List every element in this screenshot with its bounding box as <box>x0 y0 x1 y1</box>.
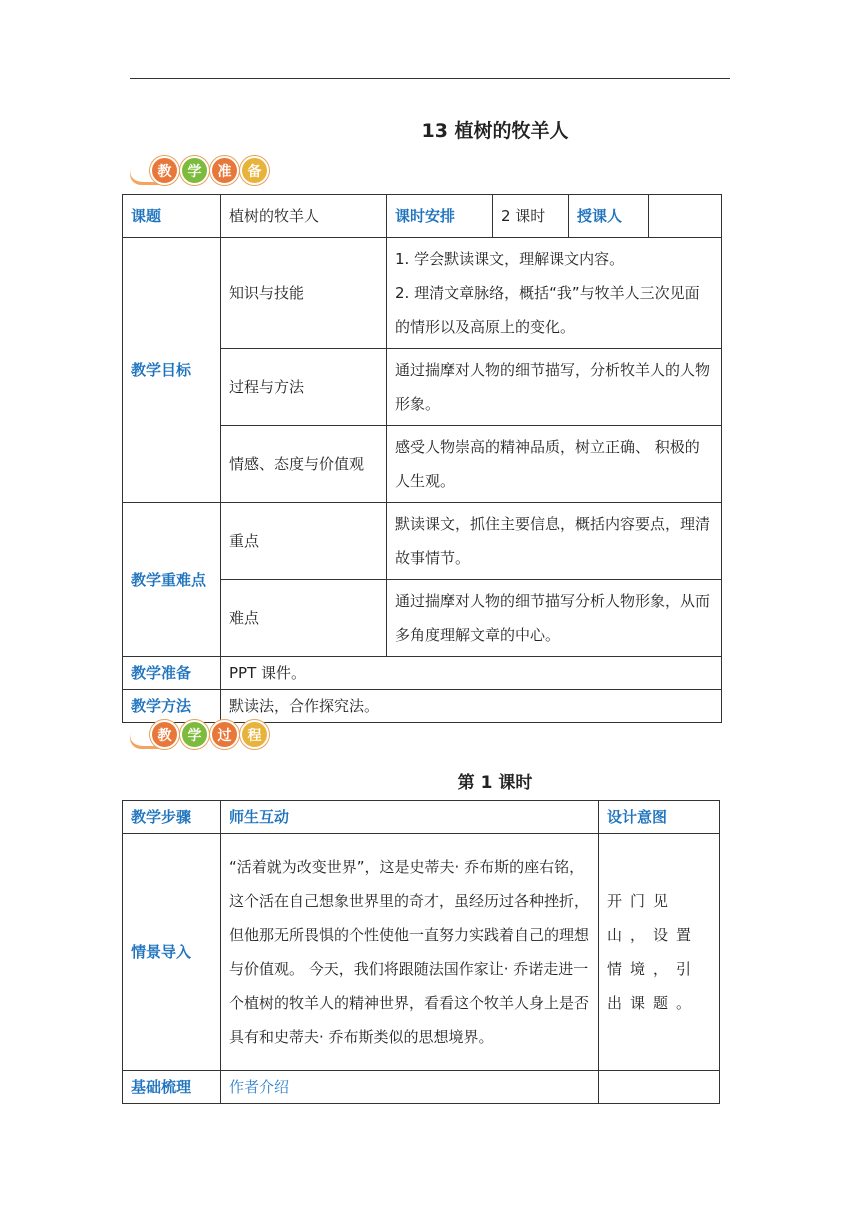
method-label: 教学方法 <box>123 690 221 723</box>
header-intent: 设计意图 <box>599 801 720 834</box>
prep-table <box>122 194 722 723</box>
badge-char: 程 <box>240 720 269 749</box>
lesson-title: 第 1 课时 <box>457 773 533 793</box>
anpai-label: 课时安排 <box>387 195 493 238</box>
method-value: 默读法，合作探究法。 <box>221 690 722 723</box>
keypoint-name: 重点 <box>221 503 387 580</box>
keypoint-text: 默读课文，抓住主要信息，概括内容要点，理清故事情节。 <box>387 503 722 580</box>
interaction-text: “活着就为改变世界”，这是史蒂夫· 乔布斯的座右铭，这个活在自己想象世界里的奇才，虽经历过各种挫折，但他那无所畏惧的个性使他一直努力实践着自己的理想与价值观。 今天，我们将跟随法国作家让· 乔诺走进一个植树的牧羊人的精神世界，看看这个牧羊人身上是否具有和史蒂夫· 乔布斯类似的思想境界。 <box>221 834 599 1071</box>
badge-char: 过 <box>210 720 239 749</box>
page-title: 13 植树的牧羊人 <box>421 120 569 142</box>
step-name: 情景导入 <box>123 834 221 1071</box>
badge-char: 学 <box>180 720 209 749</box>
keti-label: 课题 <box>123 195 221 238</box>
header-rule <box>130 78 730 79</box>
section-badge-prep <box>128 152 262 186</box>
badge-char: 备 <box>240 156 269 185</box>
badge-char: 准 <box>210 156 239 185</box>
goal-content <box>387 238 722 349</box>
goal-name: 知识与技能 <box>221 238 387 349</box>
goal-name: 过程与方法 <box>221 349 387 426</box>
badge-char: 学 <box>180 156 209 185</box>
section-badge-process <box>128 716 262 750</box>
step-name: 基础梳理 <box>123 1071 221 1104</box>
goal-line: 2. 理清文章脉络，概括“我”与牧羊人三次见面的情形以及高原上的变化。 <box>395 284 700 336</box>
teacher-value <box>649 195 722 238</box>
process-table <box>122 800 720 1104</box>
keypoint-name: 难点 <box>221 580 387 657</box>
header-interaction: 师生互动 <box>221 801 599 834</box>
keti-value: 植树的牧羊人 <box>221 195 387 238</box>
keypoint-text: 通过揣摩对人物的细节描写分析人物形象，从而多角度理解文章的中心。 <box>387 580 722 657</box>
interaction-text: 作者介绍 <box>221 1071 599 1104</box>
prep-label: 教学准备 <box>123 657 221 690</box>
intent-text <box>599 1071 720 1104</box>
prep-value: PPT 课件。 <box>221 657 722 690</box>
goal-content: 通过揣摩对人物的细节描写，分析牧羊人的人物形象。 <box>387 349 722 426</box>
goal-name: 情感、态度与价值观 <box>221 426 387 503</box>
teacher-label: 授课人 <box>569 195 649 238</box>
keypoints-label: 教学重难点 <box>123 503 221 657</box>
goals-label: 教学目标 <box>123 238 221 503</box>
header-step: 教学步骤 <box>123 801 221 834</box>
anpai-value: 2 课时 <box>493 195 569 238</box>
goal-content: 感受人物崇高的精神品质，树立正确、 积极的人生观。 <box>387 426 722 503</box>
badge-char: 教 <box>150 720 179 749</box>
badge-char: 教 <box>150 156 179 185</box>
intent-text: 开门见山，设置情境，引出课题。 <box>599 834 720 1071</box>
goal-line: 1. 学会默读课文，理解课文内容。 <box>395 250 625 268</box>
